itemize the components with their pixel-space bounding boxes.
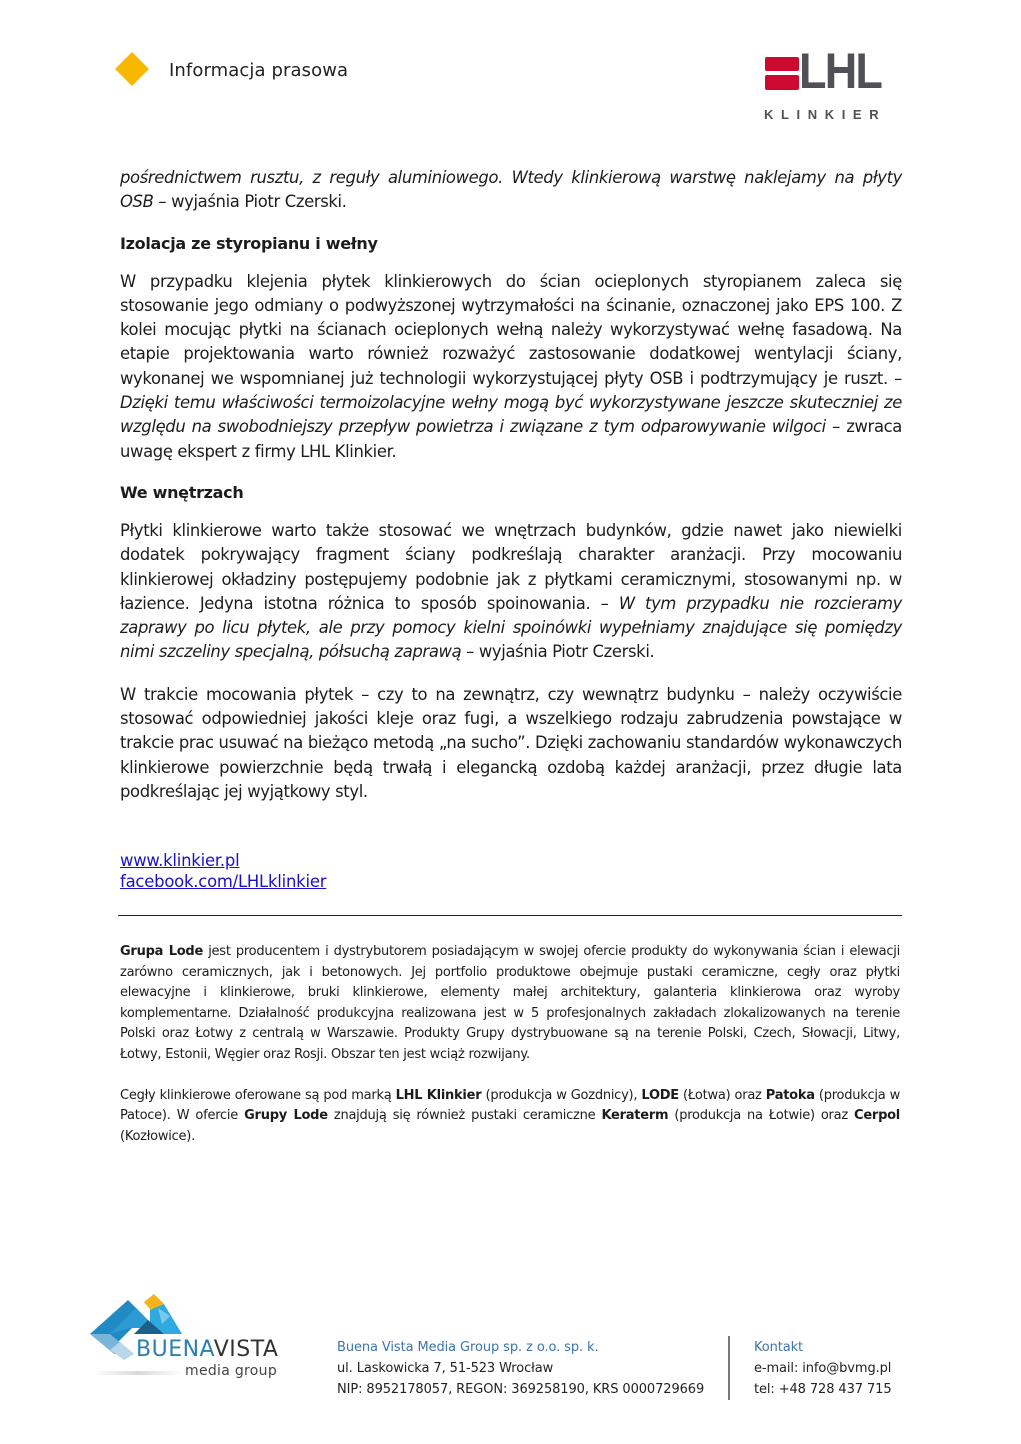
logo-red-bar-bottom [765, 75, 799, 90]
paragraph-insulation [120, 270, 902, 464]
paragraph-interiors [120, 519, 902, 665]
quote-text: W tym przypadku nie rozcieramy zaprawy po licu płytek, ale przy pomocy kielni spoinówki wypełniamy znajdujące się pomiędzy nimi szczeliny specjalną, półsuchą zaprawą [120, 593, 902, 662]
attribution: – wyjaśnia Piotr Czerski. [153, 192, 347, 212]
company-name: Grupa Lode [120, 944, 204, 959]
logo-letters: LHL [799, 43, 882, 99]
website-link[interactable]: www.klinkier.pl [120, 851, 240, 870]
brand-name: Patoka [765, 1087, 815, 1103]
brand-name: Grupy Lode [244, 1108, 328, 1124]
company-registration: NIP: 8952178057, REGON: 369258190, KRS 0000729669 [337, 1382, 705, 1397]
logo-part-2: VISTA [213, 1337, 279, 1362]
logo-shadow [93, 1371, 183, 1375]
logo-wordmark [136, 1337, 279, 1362]
about-text: (produkcja w Gozdnicy), [481, 1087, 642, 1103]
section-heading-interiors: We wnętrzach [120, 482, 244, 502]
facebook-link[interactable]: facebook.com/LHLklinkier [120, 872, 327, 891]
brand-name: LODE [641, 1087, 679, 1103]
contact-info [754, 1337, 892, 1400]
attribution: – zwraca uwagę ekspert z firmy LHL Klinkier. [120, 417, 902, 461]
about-company [120, 942, 900, 1167]
buenavista-logo [88, 1292, 318, 1392]
paragraph-intro [120, 166, 902, 215]
logo-subtitle: KLINKIER [764, 107, 887, 122]
about-text: (produkcja w Patoce). W ofercie [120, 1087, 901, 1124]
company-name: Buena Vista Media Group sp. z o.o. sp. k. [337, 1340, 599, 1355]
attribution: – wyjaśnia Piotr Czerski. [461, 642, 655, 662]
brand-name: Cerpol [854, 1108, 901, 1124]
document-type-label: Informacja prasowa [169, 60, 349, 81]
about-text: (Łotwa) oraz [678, 1087, 766, 1103]
paragraph-text: Płytki klinkierowe warto także stosować we wnętrzach budynków, gdzie nawet jako niewielki dodatek pokrywający fragment ściany podkreślają charakter aranżacji. Przy mocowaniu klinkierowej okładziny postępujemy podobnie jak z płytkami ceramicznymi, stosowanymi np. w łazience. Jedyna istotna różnica to sposób spoinowania. – [120, 520, 902, 613]
about-paragraph-2 [120, 1086, 900, 1148]
lhl-klinkier-logo [763, 43, 903, 125]
brand-name: LHL Klinkier [395, 1087, 482, 1103]
about-text: Cegły klinkierowe oferowane są pod marką [120, 1087, 396, 1103]
quote-text: Dzięki temu właściwości termoizolacyjne wełny mogą być wykorzystywane jeszcze skuteczniej ze względu na swobodniejszy przepływ powietrza i związane z tym odparowywanie wilgoci [120, 393, 902, 437]
company-address: ul. Laskowicka 7, 51-523 Wrocław [337, 1361, 554, 1376]
links-block [120, 850, 326, 892]
about-text: jest producentem i dystrybutorem posiadającym w swojej ofercie produkty do wykonywania ścian i elewacji zarówno ceramicznych, jak i betonowych. Jej portfolio produktowe obejmuje pustaki ceramiczne, cegły oraz płytki elewacyjne i klinkierowe, bruki klinkierowe, elementy małej architektury, galanteria klinkierowa oraz wyroby komplementarne. Działalność produkcyjna realizowana jest w 5 profesjonalnych zakładach zlokalizowanych na terenie Polski oraz Łotwy z centralą w Warszawie. Produkty Grupy dystrybuowane są na terenie Polski, Czech, Słowacji, Litwy, Łotwy, Estonii, Węgier oraz Rosji. Obszar ten jest wciąż rozwijany. [120, 944, 900, 1062]
company-info [337, 1337, 704, 1400]
logo-part-1: BUENA [136, 1337, 214, 1362]
contact-heading: Kontakt [754, 1340, 804, 1355]
brand-name: Keraterm [601, 1108, 669, 1124]
quote-text: pośrednictwem rusztu, z reguły aluminiowego. Wtedy klinkierową warstwę naklejamy na płyty OSB [120, 168, 902, 212]
about-text: (Kozłowice). [120, 1128, 195, 1144]
diamond-icon [115, 52, 149, 86]
contact-email[interactable]: e-mail: info@bvmg.pl [754, 1361, 892, 1376]
about-text: (produkcja na Łotwie) oraz [668, 1108, 855, 1124]
article-body [120, 166, 902, 822]
logo-subtitle: media group [185, 1363, 278, 1379]
footer-vertical-divider [728, 1336, 730, 1400]
paragraph-text: W przypadku klejenia płytek klinkierowych do ścian ocieplonych styropianem zaleca się stosowanie jego odmiany o podwyższonej wytrzymałości na ścinanie, oznaczonej jako EPS 100. Z kolei mocując płytki na ścianach ocieplonych wełną należy wykorzystywać wełnę fasadową. Na etapie projektowania warto również rozważyć zastosowanie dodatkowej wentylacji ściany, wykonanej we wspomnianej już technologii wykorzystującej płyty OSB i podtrzymujący je ruszt. – [120, 271, 902, 388]
horizontal-divider [118, 915, 902, 916]
logo-red-bar-top [765, 57, 799, 71]
contact-phone: tel: +48 728 437 715 [754, 1382, 892, 1397]
about-text: znajdują się również pustaki ceramiczne [327, 1108, 602, 1124]
section-heading-insulation: Izolacja ze styropianu i wełny [120, 233, 378, 253]
paragraph-closing: W trakcie mocowania płytek – czy to na zewnątrz, czy wewnątrz budynku – należy oczywiście stosować odpowiedniej jakości kleje oraz fugi, a wszelkiego rodzaju zabrudzenia powstające w trakcie prac usuwać na bieżąco metodą „na sucho”. Dzięki zachowaniu standardów wykonawczych klinkierowe powierzchnie będą trwałą i elegancką ozdobą każdej aranżacji, przez długie lata podkreślając jej wyjątkowy styl. [120, 684, 902, 801]
about-paragraph-1 [120, 942, 900, 1066]
